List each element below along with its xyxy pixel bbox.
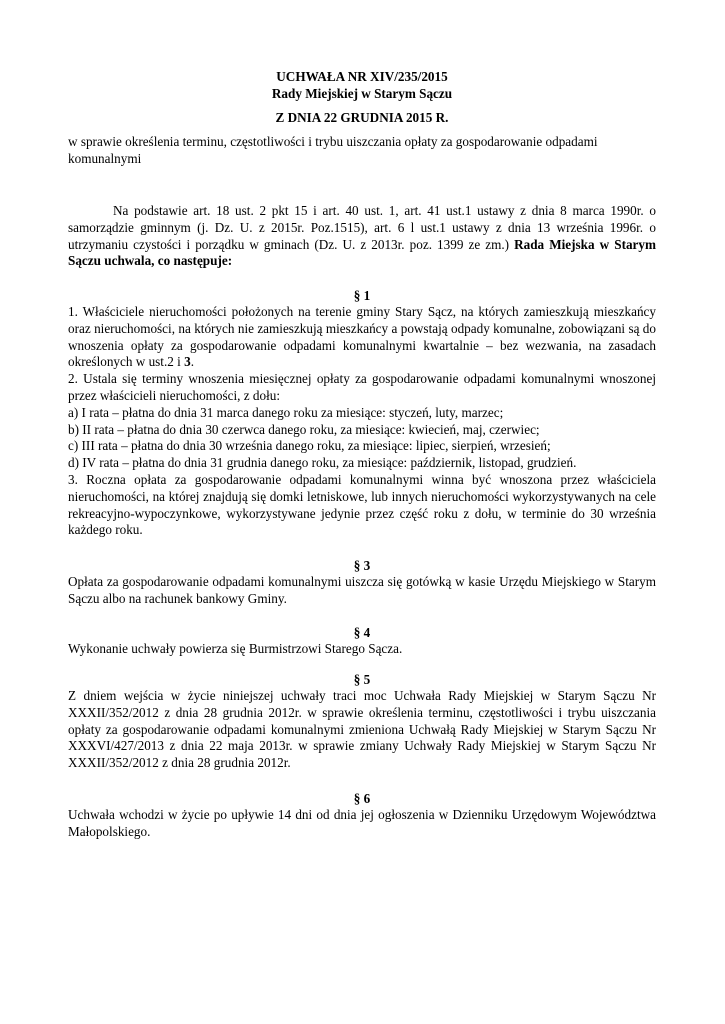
preamble	[68, 203, 656, 270]
resolution-title: UCHWAŁA NR XIV/235/2015	[276, 69, 448, 84]
section-1-item-d: d) IV rata – płatna do dnia 31 grudnia danego roku, za miesiące: październik, listopad, grudzień.	[68, 455, 577, 471]
section-1-item-a: a) I rata – płatna do dnia 31 marca danego roku za miesiące: styczeń, luty, marzec;	[68, 404, 504, 420]
resolution-subject: w sprawie określenia terminu, częstotliwości i trybu uiszczania opłaty za gospodarowanie odpadami komunalnymi	[68, 134, 598, 166]
section-1-item-c: c) III rata – płatna do dnia 30 września danego roku, za miesiące: lipiec, sierpień, wrzesień;	[68, 438, 551, 454]
resolution-date: Z DNIA 22 GRUDNIA 2015 R.	[275, 110, 449, 125]
section-6-heading: § 6	[353, 791, 371, 806]
section-5-heading: § 5	[353, 672, 371, 687]
section-1-paragraph-1-text: 1. Właściciele nieruchomości położonych na terenie gminy Stary Sącz, na których zamieszkują mieszkańcy oraz nieruchomości, na których nie zamieszkują mieszkańcy a powstają odpady komunalne, zobowiązani są do wnoszenia opłaty za gospodarowanie odpadami komunalnymi kwartalnie – bez wezwania, na zasadach określonych w ust.2 i	[68, 304, 656, 370]
section-5-body: Z dniem wejścia w życie niniejszej uchwały traci moc Uchwała Rady Miejskiej w Starym Sączu Nr XXXII/352/2012 z dnia 28 grudnia 2012r. w sprawie określenia terminu, częstotliwości i trybu uiszczania opłaty za gospodarowanie odpadami komunalnymi zmieniona Uchwałą Rady Miejskiej w Starym Sączu Nr XXXVI/427/2013 z dnia 22 maja 2013r. w sprawie zmiany Uchwały Rady Miejskiej w Starym Sączu Nr XXXII/352/2012 z dnia 28 grudnia 2012r.	[68, 688, 656, 771]
section-1-paragraph-1-bold-number: 3	[184, 354, 191, 370]
section-1-body	[68, 304, 656, 539]
section-1-paragraph-3: 3. Roczna opłata za gospodarowanie odpadami komunalnymi winna być wnoszona przez właściciela nieruchomości, na której znajdują się domki letniskowe, lub innych nieruchomości wykorzystywanych na cele rekreacyjno-wypoczynkowe, wykorzystywane jedynie przez część roku z dołu, w terminie do 30 września każdego roku.	[68, 471, 656, 538]
section-4-heading: § 4	[353, 625, 371, 640]
preamble-text: Na podstawie art. 18 ust. 2 pkt 15 i art. 40 ust. 1, art. 41 ust.1 ustawy z dnia 8 marca 1990r. o samorządzie gminnym (j. Dz. U. z 2015r. Poz.1515), art. 6 l ust.1 ustawy z dnia 13 września 1996r. o utrzymaniu czystości i porządku w gminach (Dz. U. z 2013r. poz. 1399 ze zm.)	[68, 203, 656, 252]
section-3-body: Opłata za gospodarowanie odpadami komunalnymi uiszcza się gotówką w kasie Urzędu Miejskiego w Starym Sączu albo na rachunek bankowy Gminy.	[68, 574, 656, 606]
section-1-paragraph-2: 2. Ustala się terminy wnoszenia miesięcznej opłaty za gospodarowanie odpadami komunalnymi wnoszonej przez właścicieli nieruchomości, z dołu:	[68, 371, 656, 403]
section-1-paragraph-1-dot: .	[190, 354, 195, 370]
section-1-item-b: b) II rata – płatna do dnia 30 czerwca danego roku, za miesiące: kwiecień, maj, czerwiec;	[68, 421, 540, 437]
resolution-issuer: Rady Miejskiej w Starym Sączu	[271, 86, 453, 101]
section-1-paragraph-1	[68, 304, 656, 371]
preamble-bold-text: Rada Miejska w Starym Sączu uchwala, co następuje:	[68, 236, 656, 269]
section-6-body: Uchwała wchodzi w życie po upływie 14 dni od dnia jej ogłoszenia w Dzienniku Urzędowym Województwa Małopolskiego.	[68, 807, 656, 839]
section-4-body: Wykonanie uchwały powierza się Burmistrzowi Starego Sącza.	[68, 641, 403, 656]
section-1-heading: § 1	[353, 288, 371, 303]
section-3-heading: § 3	[353, 558, 371, 573]
